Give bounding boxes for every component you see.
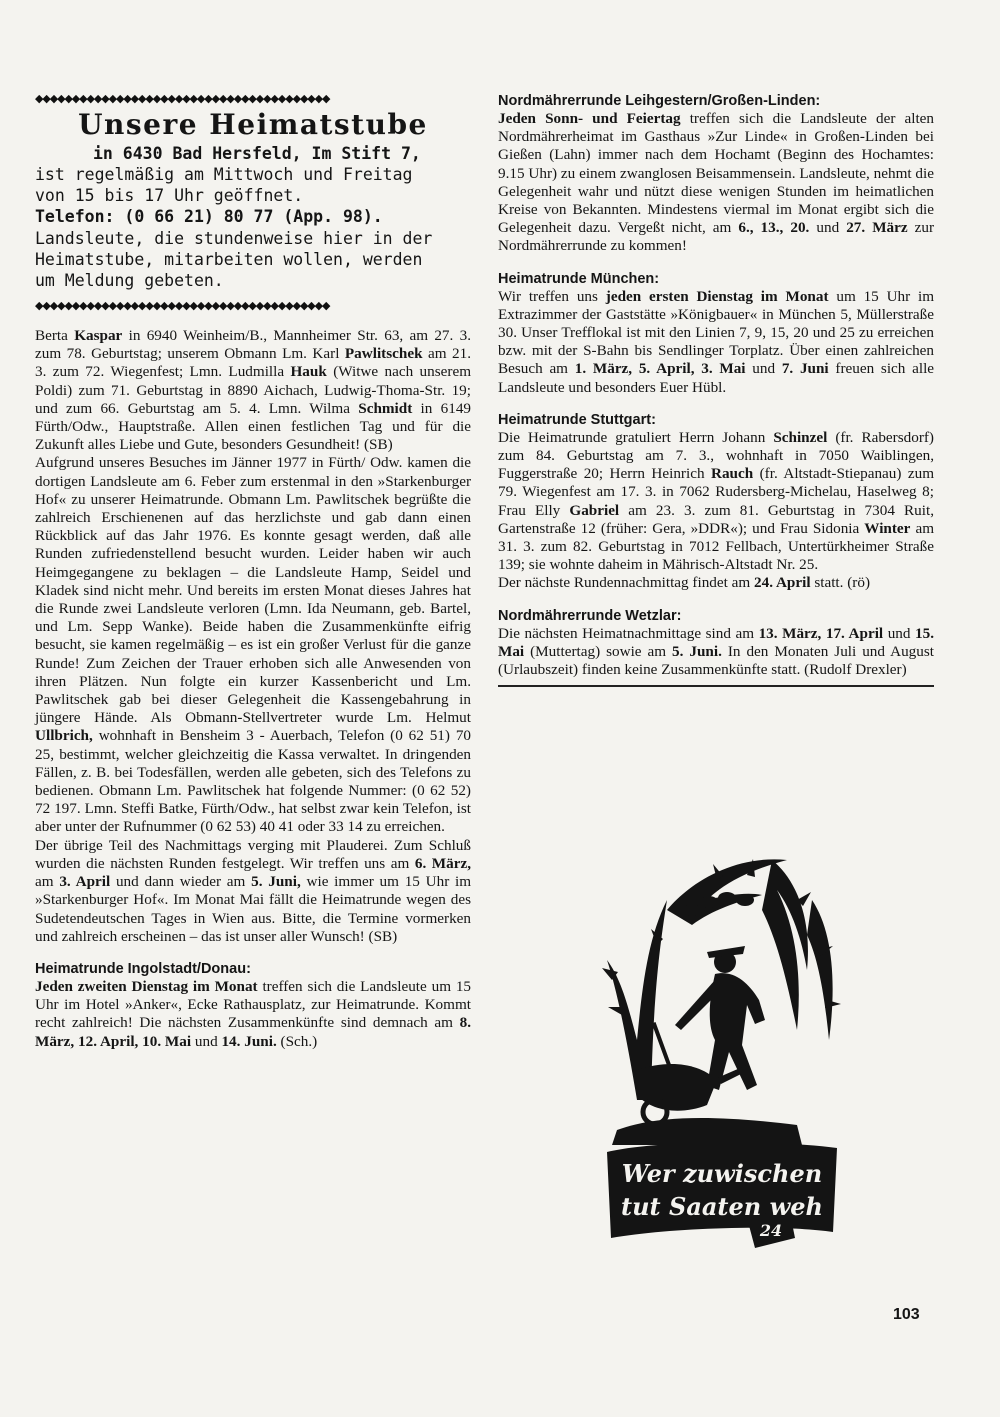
section-heading: Nordmährerrunde Wetzlar: [498,607,682,624]
person-name: Schinzel [773,428,828,446]
section-text: Der nächste Rundennachmittag findet am 24. April statt. (rö) [498,574,871,592]
section-stuttgart [498,411,934,593]
person-name: Gabriel [569,501,620,519]
tag-number: 24 [759,1221,783,1240]
diamond-rule-bottom: ◆◆◆◆◆◆◆◆◆◆◆◆◆◆◆◆◆◆◆◆◆◆◆◆◆◆◆◆◆◆◆◆◆◆◆◆◆◆◆◆ [35,299,330,312]
left-column [35,92,471,1065]
heimatstube-box [35,108,471,291]
person-name: Kaspar [74,327,123,344]
section-divider [498,685,934,687]
person-name: Pawlitschek [344,345,423,363]
heimatstube-hours-2: von 15 bis 17 Uhr geöffnet. [35,186,304,205]
section-ingolstadt [35,960,471,1051]
section-muenchen [498,270,934,397]
banner-text-line1: Wer zuwischen [621,1159,823,1188]
heimatstube-title: Unsere Heimatstube [78,108,428,141]
page-number: 103 [893,1306,920,1323]
diamond-rule-top: ◆◆◆◆◆◆◆◆◆◆◆◆◆◆◆◆◆◆◆◆◆◆◆◆◆◆◆◆◆◆◆◆◆◆◆◆◆◆◆◆ [35,92,330,105]
section-text: Jeden zweiten Dienstag im Monat treffen sich die Landsleute um 15 Uhr im Hotel »Anker«, Ecke Rathausplatz, zur Heimatrunde. Kommt recht zahlreich! Die nächsten Zusammenkünfte sind demnach am 8. März, 12. April, 10. Mai und 14. Juni. (Sch.) [35,977,472,1050]
banner-text-line2: tut Saaten weh [621,1192,823,1221]
heimatstube-phone: Telefon: (0 66 21) 80 77 (App. 98). [35,207,383,226]
birthday-paragraph: Berta Kaspar in 6940 Weinheim/B., Mannheimer Str. 63, am 27. 3. zum 78. Geburtstag; unserem Obmann Lm. Karl Pawlitschek am 21. 3. zum 72. Wiegenfest; Lmn. Ludmilla Hauk (Witwe nach unserem Poldi) zum 71. Geburtstag in 8890 Aichach, Ludwig-Thoma-Str. 19; und zum 66. Geburtstag am 5. 4. Lmn. Wilma Schmidt in 6149 Fürth/Odw., Hauptstraße. Allen einen festlichen Tag und für die Zukunft alles Liebe und Gute, besonders Gesundheit! (SB) [35,327,472,454]
section-text: Die Heimatrunde gratuliert Herrn Johann Schinzel (fr. Rabersdorf) zum 84. Geburtstag am 7. 3., wohnhaft in 7050 Waiblingen, Fuggerstraße 20; Herrn Heinrich Rauch (fr. Altstadt-Stiepanau) zum 79. Wiegenfest am 17. 3. in 7062 Rudersberg-Michelau, Haselweg 8; Frau Elly Gabriel am 23. 3. zum 81. Geburtstag in 7304 Ruit, Gartenstraße 12 (früher: Gera, »DDR«); und Frau Sidonia Winter am 31. 3. zum 82. Geburtstag in 7012 Fellbach, Untertürkheimer Straße 139; sie wohnte daheim in Mährisch-Altstadt Nr. 25. [498,428,935,574]
person-name: Schmidt [358,399,413,417]
person-name: Hauk [290,363,327,381]
section-leihgestern [498,92,934,256]
heimatstube-appeal-3: um Meldung gebeten. [35,271,224,290]
report-paragraph: Aufgrund unseres Besuches im Jänner 1977 in Fürth/ Odw. kamen die dortigen Landsleute am 6. Feber zum erstenmal in den »Starkenburger Hof« zu unserer Heimatrunde. Obmann Lm. Pawlitschek begrüßte die zahlreich Erschienenen auf das herzlichste und gab dann einen Rückblick auf das Jahr 1976. Es konnte gesagt werden, daß alle Runden zufriedenstellend besucht wurden. Leider haben wir auch Heimgegangene zu beklagen – die Landsleute Hamp, Seidel und Kladek sind nicht mehr. Und bereits im ersten Monat dieses Jahres hat die Runde zwei Landsleute verloren (Lmn. Ida Neumann, geb. Bartel, und Lm. Sepp Wanke). Beide haben die Zusammenkünfte eifrig besucht, sie kamen regelmäßig – es ist ein großer Verlust für die ganze Runde! Zum Zeichen der Trauer erhoben sich alle Anwesenden von ihren Plätzen. Nun folgte ein kurzer Kassenbericht und Lm. Pawlitschek gab bei dieser Gelegenheit die Kassengebahrung in jüngere Hände. Als Obmann-Stellvertreter wurde Lm. Helmut Ullbrich, wohnhaft in Bensheim 3 - Auerbach, Telefon (0 62 51) 70 25, bestimmt, welcher gleichzeitig die Kassa verwaltet. In dringenden Fällen, z. B. bei Todesfällen, werden alle gebeten, sich des Telefons zu bedienen. Obmann Lm. Pawlitschek hat folgende Nummer: (0 62 52) 72 197. Lmn. Steffi Batke, Fürth/Odw., hat selbst zwar kein Telefon, ist aber unter der Rufnummer (0 62 53) 40 41 oder 33 14 zu erreichen. [35,454,472,836]
section-text: Die nächsten Heimatnachmittage sind am 13. März, 17. April und 15. Mai (Muttertag) sowie am 5. Juni. In den Monaten Juli und August (Urlaubszeit) finden keine Zusammenkünfte statt. (Rudolf Drexler) [498,624,935,679]
person-name: Rauch [710,465,754,483]
section-heading: Heimatrunde Ingolstadt/Donau: [35,960,251,977]
section-heading: Heimatrunde München: [498,270,660,287]
section-wetzlar [498,607,934,680]
heimatstube-appeal-1: Landsleute, die stundenweise hier in der [35,229,433,248]
right-column [498,92,934,695]
report-paragraph-2: Der übrige Teil des Nachmittags verging mit Plauderei. Zum Schluß wurden die nächsten Runden festgelegt. Wir treffen uns am 6. März, am 3. April und dann wieder am 5. Juni, wie immer um 15 Uhr im »Starkenburger Hof«. Im Monat Mai fällt die Heimatrunde wegen des Sudetendeutschen Tages in Wien aus. Bitte, die Termine vormerken und zahlreich erscheinen – das ist unser aller Wunsch! (SB) [35,836,472,945]
person-name: Ullbrich, [35,727,93,745]
section-text: Jeden Sonn- und Feiertag treffen sich die Landsleute der alten Nordmährerheimat im Gasthaus »Zur Linde« in Großen-Linden bei Gießen (Lahn) immer nach dem Hochamt (Beginn des Hochamtes: 9.15 Uhr) zu einem zwanglosen Beisammensein. Landsleute, nehmt die Gelegenheit wahr und nützt diese wenigen Stunden im heimatlichen Kreise von Bekannten. Mindestens viermal im Monat ergibt sich die Gelegenheit dazu. Vergeßt nicht, am 6., 13., 20. und 27. März zur Nordmährerrunde zu kommen! [498,110,935,255]
heimatstube-appeal-2: Heimatstube, mitarbeiten wollen, werden [35,250,423,269]
sower-silhouette-illustration [597,840,847,1260]
section-heading: Nordmährerrunde Leihgestern/Großen-Linden: [498,93,821,109]
person-name: Winter [864,519,911,537]
section-text: Wir treffen uns jeden ersten Dienstag im Monat um 15 Uhr im Extrazimmer der Gaststätte »Königbauer« in München 5, Müllerstraße 30. Unser Trefflokal ist mit den Linien 7, 9, 15, 20 und 25 zu erreichen bzw. mit der S-Bahn bis Sendlinger Torplatz. Über einen zahlreichen Besuch am 1. März, 5. April, 3. Mai und 7. Juni freuen sich alle Landsleute und besonders Euer Hübl. [498,287,935,396]
heimatstube-hours-1: ist regelmäßig am Mittwoch und Freitag [35,165,413,184]
heimatstube-address: in 6430 Bad Hersfeld, Im Stift 7, [93,144,421,163]
section-heading: Heimatrunde Stuttgart: [498,411,656,428]
